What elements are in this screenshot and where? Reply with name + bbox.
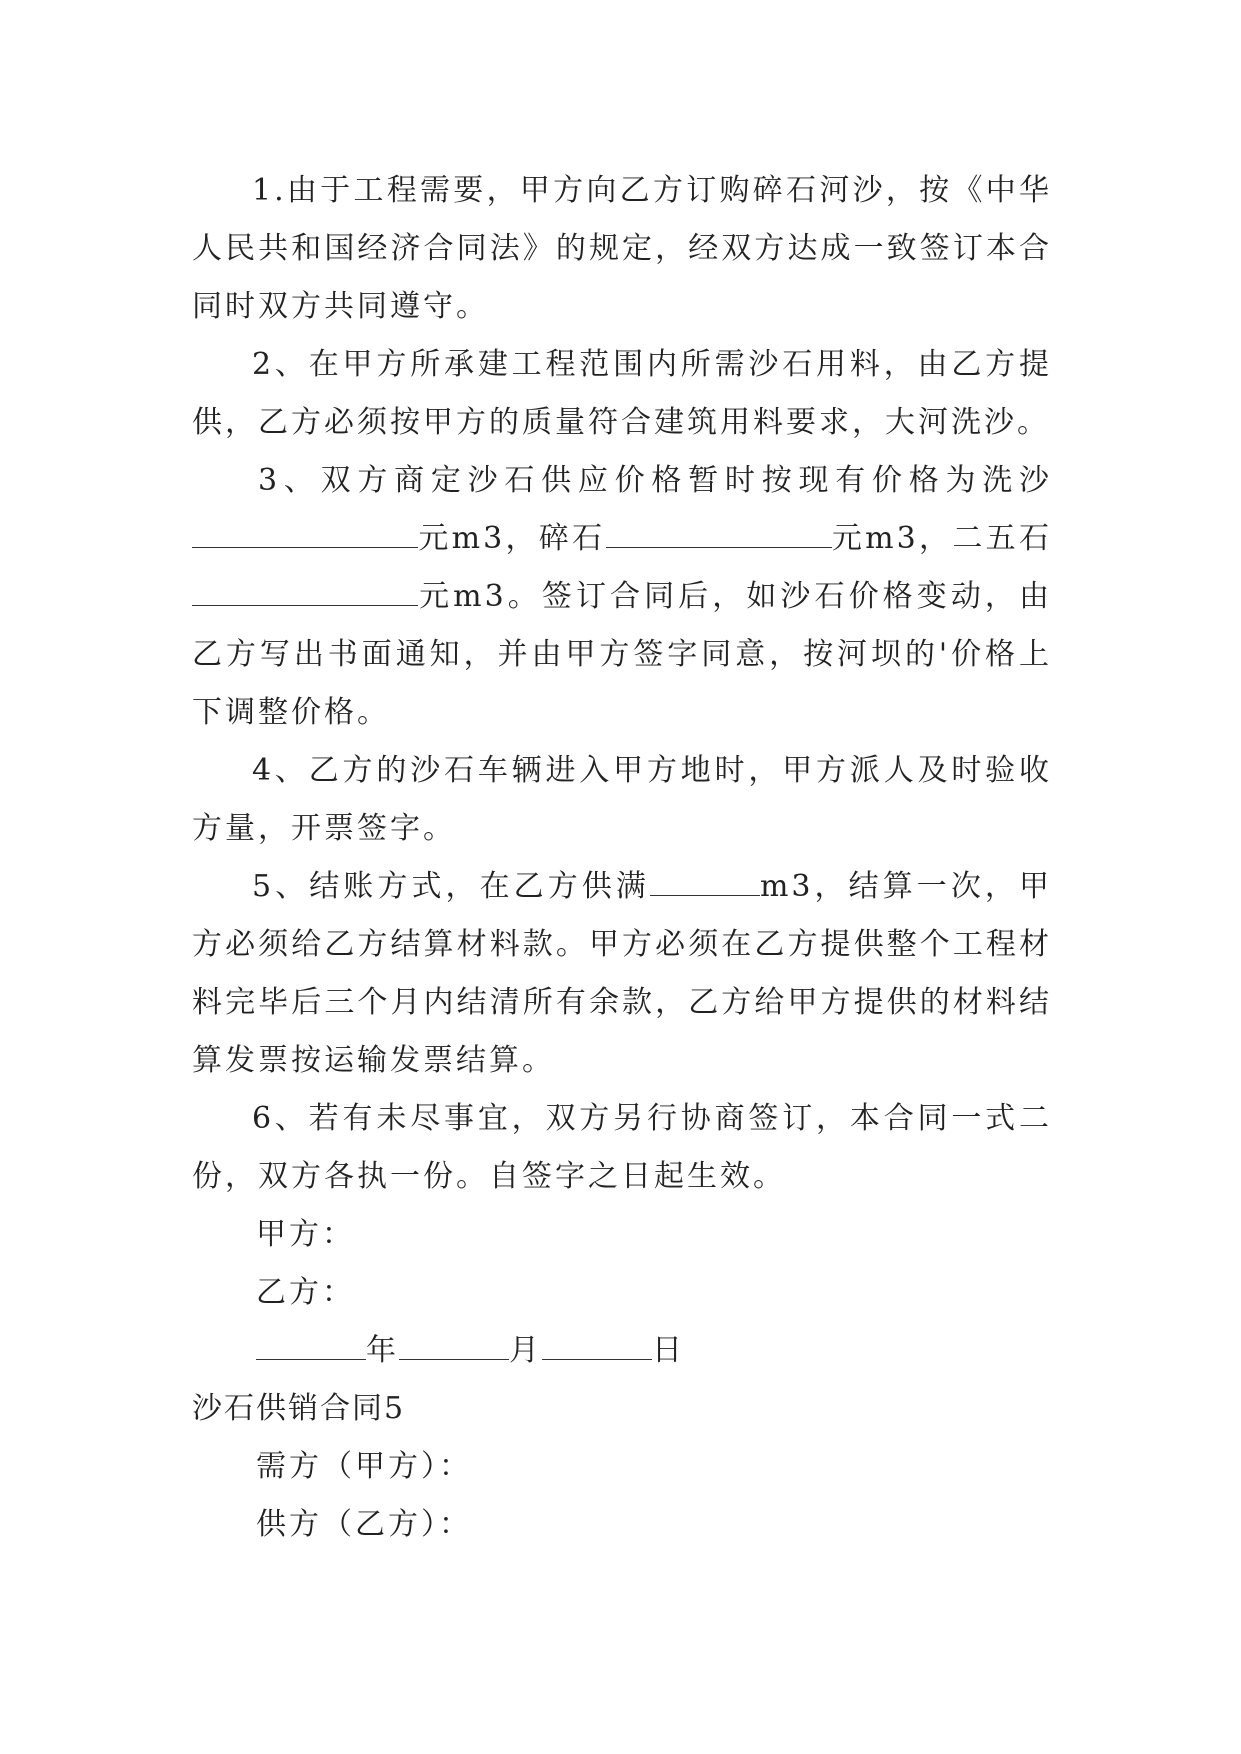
date-day: 日: [652, 1333, 685, 1368]
clause-3-text-d: 元m3。签订合同后，如沙石价格变动，由乙方写出书面通知，并由甲方签字同意，按河坝的'价格上下调整价格。: [192, 579, 1052, 730]
party-a-signature: 甲方：: [256, 1217, 355, 1252]
price-blank-sand: [192, 519, 418, 548]
clause-6: 6、若有未尽事宜，双方另行协商签订，本合同一式二份，双方各执一份。自签字之日起生效。: [192, 1101, 1052, 1194]
day-blank: [542, 1331, 652, 1360]
price-blank-gravel: [606, 519, 832, 548]
clause-5-text-b: m3，结算一次，甲方必须给乙方结算材料款。甲方必须在乙方提供整个工程材料完毕后三个月内结清所有余款，乙方给甲方提供的材料结算发票按运输发票结算。: [192, 869, 1052, 1078]
clause-1: 1.由于工程需要，甲方向乙方订购碎石河沙，按《中华人民共和国经济合同法》的规定，经双方达成一致签订本合同时双方共同遵守。: [192, 173, 1052, 324]
clause-5: [192, 858, 1052, 1090]
clause-4: 4、乙方的沙石车辆进入甲方地时，甲方派人及时验收方量，开票签字。: [192, 753, 1052, 846]
buyer-line: 需方（甲方）：: [256, 1449, 472, 1484]
contract-title: 沙石供销合同5: [192, 1391, 406, 1426]
supplier-line: 供方（乙方）：: [256, 1507, 472, 1542]
price-blank-stone: [192, 577, 418, 606]
clause-3-text-c: 元m3，二五石: [831, 521, 1052, 556]
quantity-blank: [650, 867, 760, 896]
clause-3-text-b: 元m3，碎石: [418, 521, 606, 556]
signing-date: [192, 1322, 1052, 1380]
date-month: 月: [509, 1333, 542, 1368]
clause-5-text-a: 5、结账方式，在乙方供满: [252, 869, 650, 904]
clause-2: 2、在甲方所承建工程范围内所需沙石用料，由乙方提供，乙方必须按甲方的质量符合建筑用料要求，大河洗沙。: [192, 347, 1052, 440]
month-blank: [399, 1331, 509, 1360]
clause-3-text-a: 3、双方商定沙石供应价格暂时按现有价格为洗沙: [258, 463, 1052, 498]
document-body: [192, 162, 1052, 1554]
party-b-signature: 乙方：: [256, 1275, 355, 1310]
year-blank: [256, 1331, 366, 1360]
date-year: 年: [366, 1333, 399, 1368]
clause-3: [192, 452, 1052, 742]
